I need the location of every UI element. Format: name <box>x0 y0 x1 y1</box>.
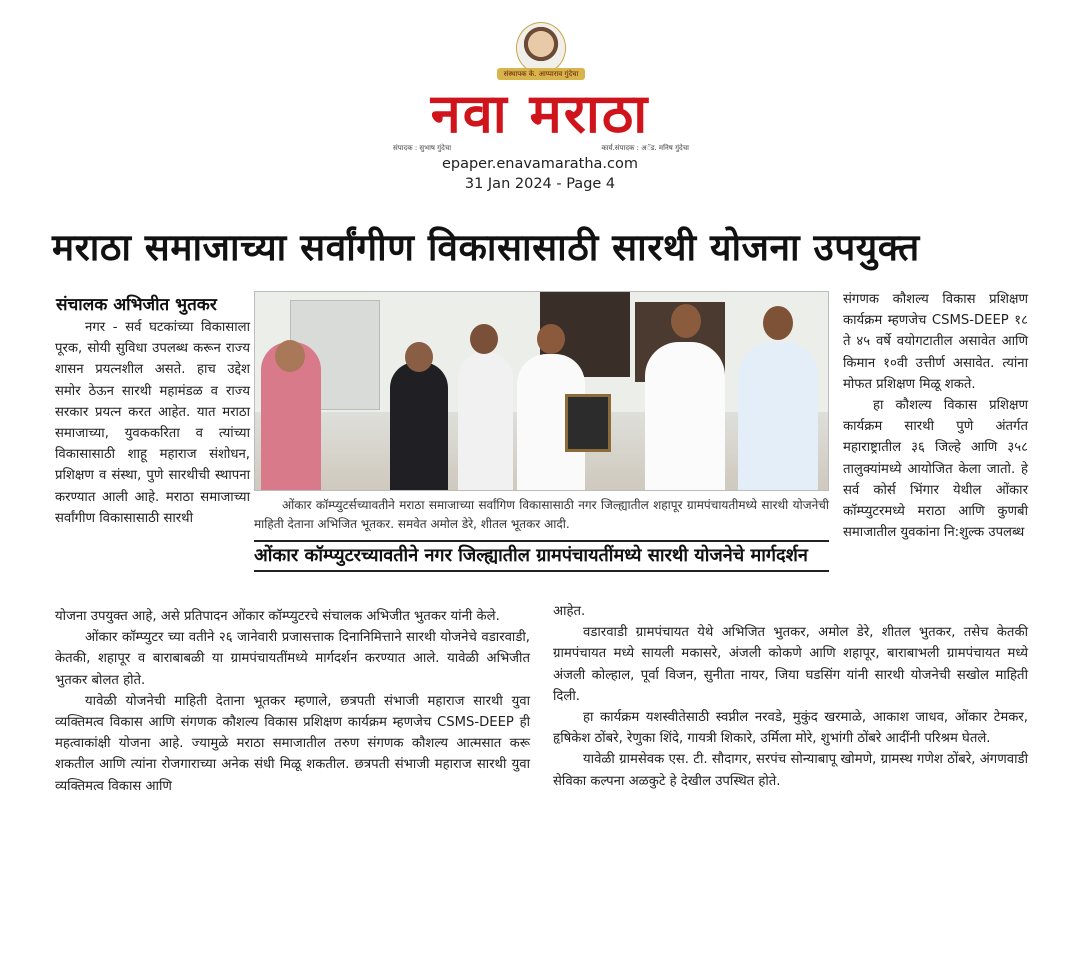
photo-caption <box>254 496 829 534</box>
paragraph: संगणक कौशल्य विकास प्रशिक्षण कार्यक्रम म्हणजेच CSMS-DEEP १८ ते ४५ वर्षे वयोगटातील असावेत आणि किमान १०वी उत्तीर्ण असावेत. त्यांना मोफत प्रशिक्षण मिळू शकते. <box>843 292 1028 392</box>
paragraph: हा कौशल्य विकास प्रशिक्षण कार्यक्रम सारथी पुणे अंतर्गत महाराष्ट्रातील ३६ जिल्हे आणि ३५८ तालुक्यांमध्ये आयोजित केला जातो. हे सर्व कोर्स भिंगार येथील ओंकार कॉम्प्युटरमध्ये मराठा आणि कुणबी समाजातील युवकांना नि:शुल्क उपलब्ध <box>843 398 1028 541</box>
article-photo <box>254 291 829 491</box>
paragraph: वडारवाडी ग्रामपंचायत येथे अभिजित भुतकर, अमोल डेरे, शीतल भुतकर, तसेच केतकी ग्रामपंचायत मध्ये सायली मकासरे, अंजली कोकणे आणि शहापूर, बाराबाभली ग्रामपंचायत मध्ये अंजली कोल्हाल, पूर्वा विजन, सुनीता नायर, जिया घडसिंग यांनी सारथी योजनेची सखोल माहिती दिली. <box>553 625 1028 704</box>
paragraph: आहेत. <box>553 604 586 619</box>
article-headline: मराठा समाजाच्या सर्वांगीण विकासासाठी सारथी योजना उपयुक्त <box>52 226 920 269</box>
executive-editor-credit: कार्य.संपादक : अॅड. मनिष गुंदेचा <box>601 144 689 152</box>
paragraph: यावेळी ग्रामसेवक एस. टी. सौदागर, सरपंच सोन्याबापू खोमणे, ग्रामस्थ गणेश ठोंबरे, अंगणवाडी सेविका कल्पना अळकुटे हे देखील उपस्थित होते. <box>553 752 1028 789</box>
epaper-url: epaper.enavamaratha.com <box>441 156 639 172</box>
paragraph: हा कार्यक्रम यशस्वीतेसाठी स्वप्नील नरवडे, मुकुंद खरमाळे, आकाश जाधव, ओंकार टेमकर, हृषिकेश ठोंबरे, रेणुका शिंदे, गायत्री शिकारे, उर्मिला मोरे, शुभांगी ठोंबरे आदींनी परिश्रम घेतले. <box>553 710 1028 747</box>
masthead <box>385 22 695 197</box>
article-column-bottom-left <box>55 606 530 797</box>
paragraph: नगर - सर्व घटकांच्या विकासाला पूरक, सोयी सुविधा उपलब्ध करून राज्य शासन प्रयत्नशील असते. हाच उद्देश समोर ठेऊन सारथी महामंडळ व राज्य सरकार प्रयत्न करत आहेत. यात मराठा समाजाच्या, युवककरिता व त्यांच्या विकासासाठी शाहू महाराज संशोधन, प्रशिक्षण व संस्था, पुणे सारथीची स्थापना करण्यात आली आहे. मराठा समाजाच्या सर्वांगीण विकासासाठी सारथी <box>55 320 250 526</box>
newspaper-logo: नवा मराठा <box>430 82 650 145</box>
editor-credit: संपादक : सुभाष गुंदेचा <box>393 144 452 152</box>
founder-ribbon: संस्थापक के. आप्पाराव गुंदेचा <box>497 68 585 80</box>
logo-credit-strip <box>391 144 691 154</box>
article-column-bottom-right <box>553 601 1028 792</box>
paragraph: ओंकार कॉम्प्युटर च्या वतीने २६ जानेवारी प्रजासत्ताक दिनानिमित्ताने सारथी योजनेचे वडारवाडी, केतकी, शहापूर व बाराबाबळी या ग्रामपंचायतींमध्ये मार्गदर्शन करण्यात आले. यावेळी अभिजीत भुतकर बोलत होते. <box>55 630 530 688</box>
article-byline: संचालक अभिजीत भुतकर <box>56 295 217 315</box>
article-column-left <box>55 317 250 529</box>
article-subheadline: ओंकार कॉम्प्युटरच्यावतीने नगर जिल्ह्यातील ग्रामपंचायतींमध्ये सारथी योजनेचे मार्गदर्शन <box>254 540 829 572</box>
caption-text: ओंकार कॉम्प्युटर्सच्यावतीने मराठा समाजाच्या सर्वांगिण विकासासाठी नगर जिल्ह्यातील शहापूर ग्रामपंचायतीमध्ये सारथी योजनेची माहिती देताना अभिजित भूतकर. समवेत अमोल डेरे, शीतल भूतकर आदी. <box>254 498 829 531</box>
founder-portrait <box>516 22 566 74</box>
paragraph: यावेळी योजनेची माहिती देताना भूतकर म्हणाले, छत्रपती संभाजी महाराज सारथी युवा व्यक्तिमत्व विकास आणि संगणक कौशल्य विकास प्रशिक्षण कार्यक्रम म्हणजेच CSMS-DEEP ही महत्वाकांक्षी योजना आहे. ज्यामुळे मराठा समाजातील तरुण संगणक कौशल्य आत्मसात करू शकतील आणि त्यांना रोजगाराच्या अनेक संधी मिळू शकतील. छत्रपती संभाजी महाराज सारथी युवा व्यक्तिमत्व विकास आणि <box>55 693 530 794</box>
article-column-right <box>843 289 1028 543</box>
issue-dateline: 31 Jan 2024 - Page 4 <box>464 176 616 192</box>
paragraph: योजना उपयुक्त आहे, असे प्रतिपादन ओंकार कॉम्प्युटरचे संचालक अभिजीत भुतकर यांनी केले. <box>55 609 500 624</box>
